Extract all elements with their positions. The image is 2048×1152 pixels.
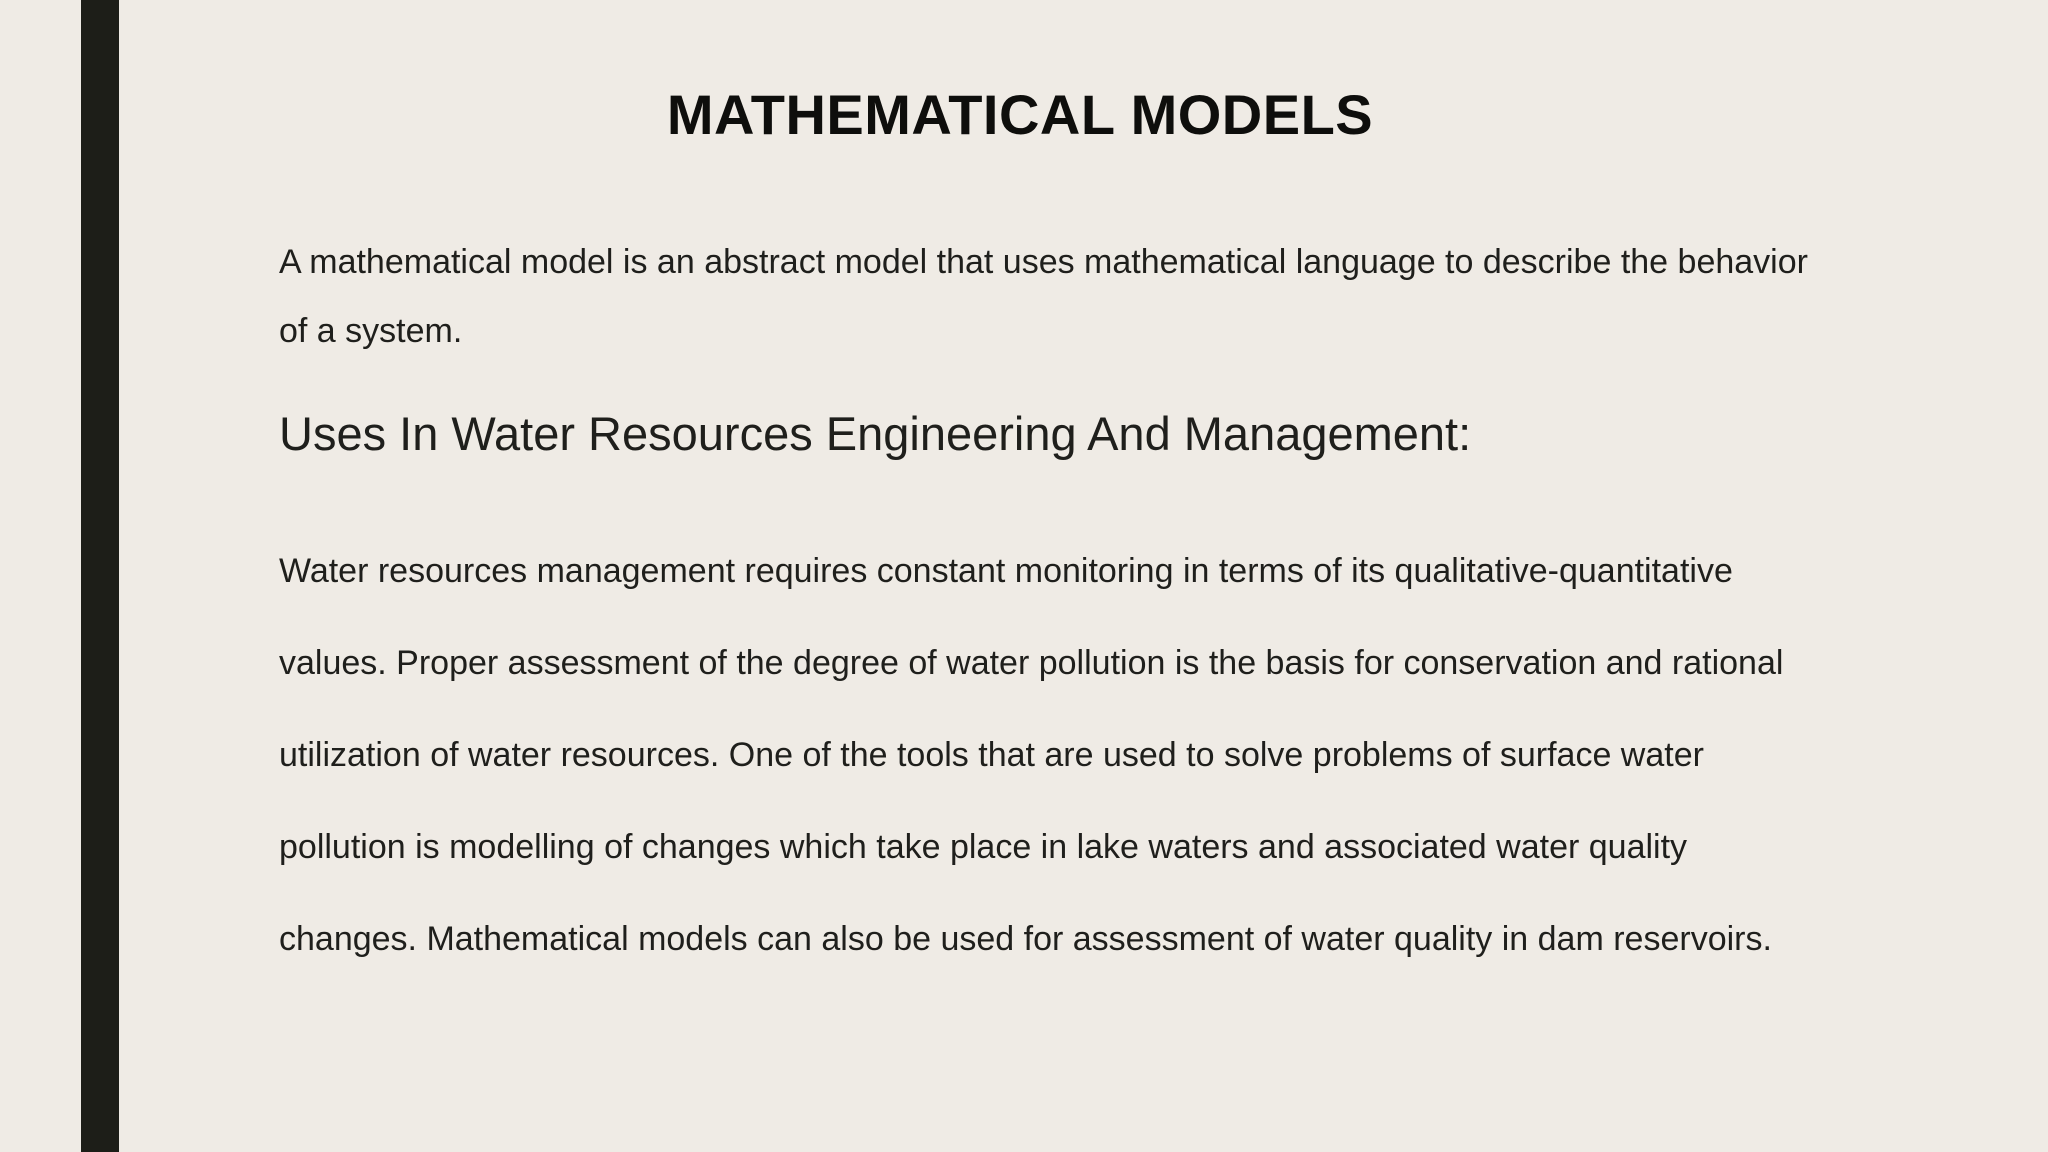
section-subheading: Uses In Water Resources Engineering And Management:	[279, 407, 1472, 460]
body-paragraph: Water resources management requires constant monitoring in terms of its qualitative-quantitative values. Proper assessment of the degree of water pollution is the basis for conservation and rational utilization of water resources. One of the tools that are used to solve problems of surface water pollution is modelling of changes which take place in lake waters and associated water quality changes. Mathematical models can also be used for assessment of water quality in dam reservoirs.	[279, 552, 1784, 958]
definition-paragraph: A mathematical model is an abstract model that uses mathematical language to describe the behavior of a system.	[279, 243, 1808, 350]
decorative-side-bar	[81, 0, 119, 1152]
slide-title: MATHEMATICAL MODELS	[666, 83, 1374, 146]
